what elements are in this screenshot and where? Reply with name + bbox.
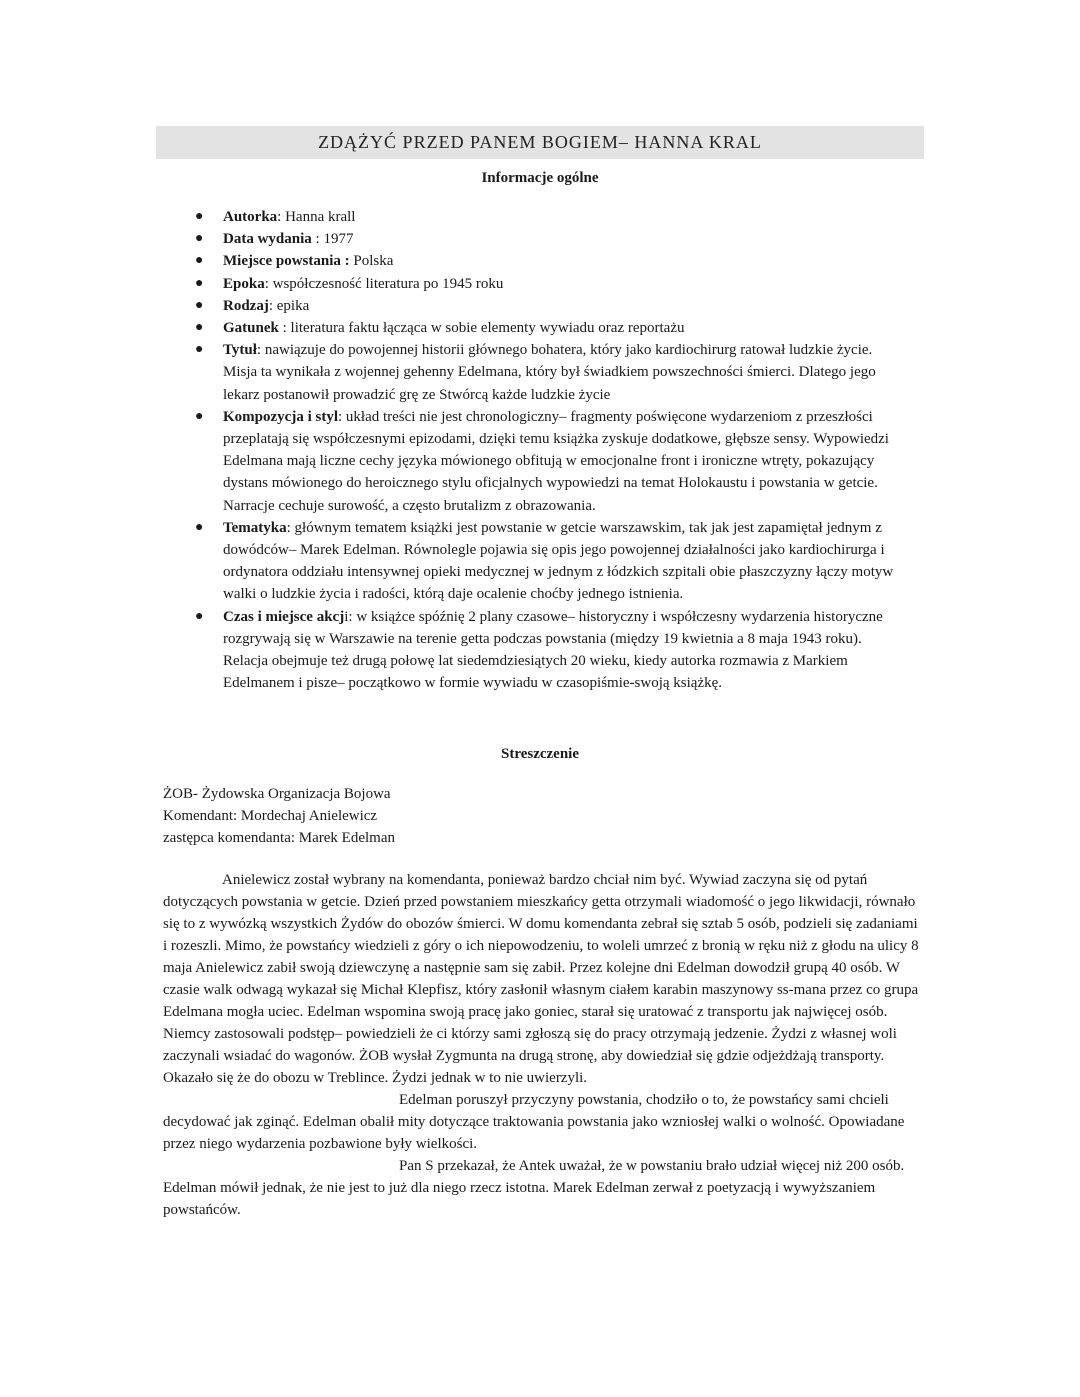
item-label: Tematyka <box>223 519 287 536</box>
bullet-icon: ● <box>195 408 204 424</box>
item-separator: : <box>278 320 291 337</box>
item-label: Kompozycja i styl <box>223 408 338 425</box>
item-text: literatura faktu łącząca w sobie elementy wywiadu oraz reportażu <box>290 320 685 337</box>
list-item <box>190 317 910 339</box>
item-text: współczesność literatura po 1945 roku <box>272 275 504 292</box>
bullet-icon: ● <box>195 209 204 224</box>
summary-paragraph: Pan S przekazał, że Antek uważał, że w powstaniu brało udział więcej niż 200 osób. Edelman mówił jednak, że nie jest to już dla niego rzecz istotna. Marek Edelman zerwał z poetyzacją i wywyższaniem powstańców. <box>163 1158 905 1218</box>
list-item <box>190 517 910 606</box>
item-label: Data wydania <box>223 231 312 248</box>
item-separator: i: <box>344 608 357 625</box>
item-label: Autorka <box>223 209 278 225</box>
list-item <box>190 228 910 250</box>
item-text: w książce spóźnię 2 plany czasowe– historyczny i współczesny wydarzenia historyczne rozgrywają się w Warszawie na terenie getta podczas powstania (między 19 kwietnia a 8 maja 1943 roku). Relacja obejmuje też drugą połowę lat siedemdziesiątych 20 wieku, kiedy autorka rozmawia z Markiem Edelmanem i pisze– początkowo w formie wywiadu w czasopiśmie-swoją książkę. <box>223 608 883 692</box>
item-separator: : <box>311 231 324 248</box>
item-separator: : <box>268 297 277 314</box>
item-text: nawiązuje do powojennej historii głównego bohatera, który jako kardiochirurg ratował ludzkie życie. Misja ta wynikała z wojennej gehenny Edelmana, który był świadkiem powszechności śmierci. Dlatego jego lekarz postanowił prowadzić grę ze Stwórcą każde ludzkie życie <box>223 342 876 403</box>
abbreviation-line: ŻOB- Żydowska Organizacja Bojowa <box>163 786 391 802</box>
general-info-heading: Informacje ogólne <box>481 170 599 186</box>
abbreviation-line: Komendant: Mordechaj Anielewicz <box>163 808 378 824</box>
item-separator: : <box>264 275 273 292</box>
item-label: Epoka <box>223 275 265 292</box>
abbreviations-block <box>163 783 920 849</box>
item-label: Miejsce powstania : <box>223 253 350 270</box>
list-item <box>190 250 910 272</box>
list-item <box>190 606 910 695</box>
item-separator: : <box>256 342 265 359</box>
item-text: 1977 <box>323 231 354 248</box>
general-info-list <box>190 206 910 694</box>
item-text: układ treści nie jest chronologiczny– fragmenty poświęcone wydarzeniom z przeszłości przeplatają się współczesnymi epizodami, dzięki temu książka zyskuje dodatkowe, głębsze sensy. Wypowiedzi Edelmana mają liczne cechy języka mówionego obfitują w emocjonalne front i ironiczne wtręty, pokazujący dystans mówionego do heroicznego stylu oficjalnych wypowiedzi na temat Holokaustu i powstania w getcie. Narracje cechuje surowość, a często brutalizm z obrazowania. <box>223 408 889 514</box>
bullet-icon: ● <box>195 342 204 358</box>
list-item <box>190 273 910 295</box>
title-author: HANNA KRAL <box>634 132 762 152</box>
item-separator: : <box>286 519 295 536</box>
abbreviation-line: zastępca komendanta: Marek Edelman <box>163 830 395 846</box>
item-text: Hanna krall <box>285 209 356 225</box>
bullet-icon: ● <box>195 231 204 247</box>
list-item <box>190 339 910 406</box>
bullet-icon: ● <box>195 253 204 269</box>
item-label: Czas i miejsce akcj <box>223 608 345 625</box>
list-item <box>190 406 910 517</box>
item-text: Polska <box>353 253 394 270</box>
summary-body <box>163 783 920 1221</box>
title-main: ZDĄŻYĆ PRZED PANEM BOGIEM– <box>318 132 629 152</box>
item-separator: : <box>277 209 286 225</box>
list-item <box>190 295 910 317</box>
bullet-icon: ● <box>195 519 204 535</box>
document-title <box>156 126 924 159</box>
bullet-icon: ● <box>195 320 204 336</box>
item-label: Rodzaj <box>223 297 269 314</box>
item-text: epika <box>276 297 310 314</box>
item-label: Gatunek <box>223 320 279 337</box>
summary-paragraph: Edelman poruszył przyczyny powstania, chodziło o to, że powstańcy sami chcieli decydować jak zginąć. Edelman obalił mity dotyczące traktowania powstania jako wzniosłej walki o wolność. Opowiadane przez niego wydarzenia pozbawione były wielkości. <box>163 1092 905 1152</box>
list-item <box>190 206 910 228</box>
item-label: Tytuł <box>223 342 257 359</box>
bullet-icon: ● <box>195 297 204 313</box>
summary-paragraph: Anielewicz został wybrany na komendanta, ponieważ bardzo chciał nim być. Wywiad zaczyna się od pytań dotyczących powstania w getcie. Dzień przed powstaniem mieszkańcy getta otrzymali wiadomość o jego likwidacji, równało się to z wywózką wszystkich Żydów do obozów śmierci. W domu komendanta zebrał się sztab 5 osób, podzieli się zadaniami i rozeszli. Mimo, że powstańcy wiedzieli z góry o ich niepowodzeniu, to woleli umrzeć z bronią w ręku niż z głodu na ulicy 8 maja Anielewicz zabił swoją dziewczynę a następnie sam się zabił. Przez kolejne dni Edelman dowodził grupą 40 osób. W czasie walk odwagą wykazał się Michał Klepfisz, który zasłonił własnym ciałem karabin maszynowy ss-mana przez co grupa Edelmana mogła uciec. Edelman wspomina swoją pracę jako goniec, starał się uratować z transportu jak najwięcej osób. Niemcy zastosowali podstęp– powiedzieli że ci którzy sami zgłoszą się do pracy otrzymają jedzenie. Żydzi z własnej woli zaczynali wsiadać do wagonów. ŻOB wysłał Zygmunta na drugą stronę, aby dowiedział się gdzie odjeżdżają transporty. Okazało się że do obozu w Treblince. Żydzi jednak w to nie uwierzyli. <box>163 872 919 1086</box>
bullet-icon: ● <box>195 275 204 291</box>
bullet-icon: ● <box>195 608 204 624</box>
summary-heading: Streszczenie <box>500 746 580 762</box>
item-separator: : <box>337 408 346 425</box>
item-text: głównym tematem książki jest powstanie w getcie warszawskim, tak jak jest zapamiętał jednym z dowódców– Marek Edelman. Równolegle pojawia się opis jego powojennej działalności jako kardiochirurga i ordynatora oddziału intensywnej opieki medycznej w jednym z łódzkich szpitali obie płaszczyzny łączy motyw walki o ludzkie życia i radości, którą daje ocalenie choćby jednego istnienia. <box>223 519 894 603</box>
